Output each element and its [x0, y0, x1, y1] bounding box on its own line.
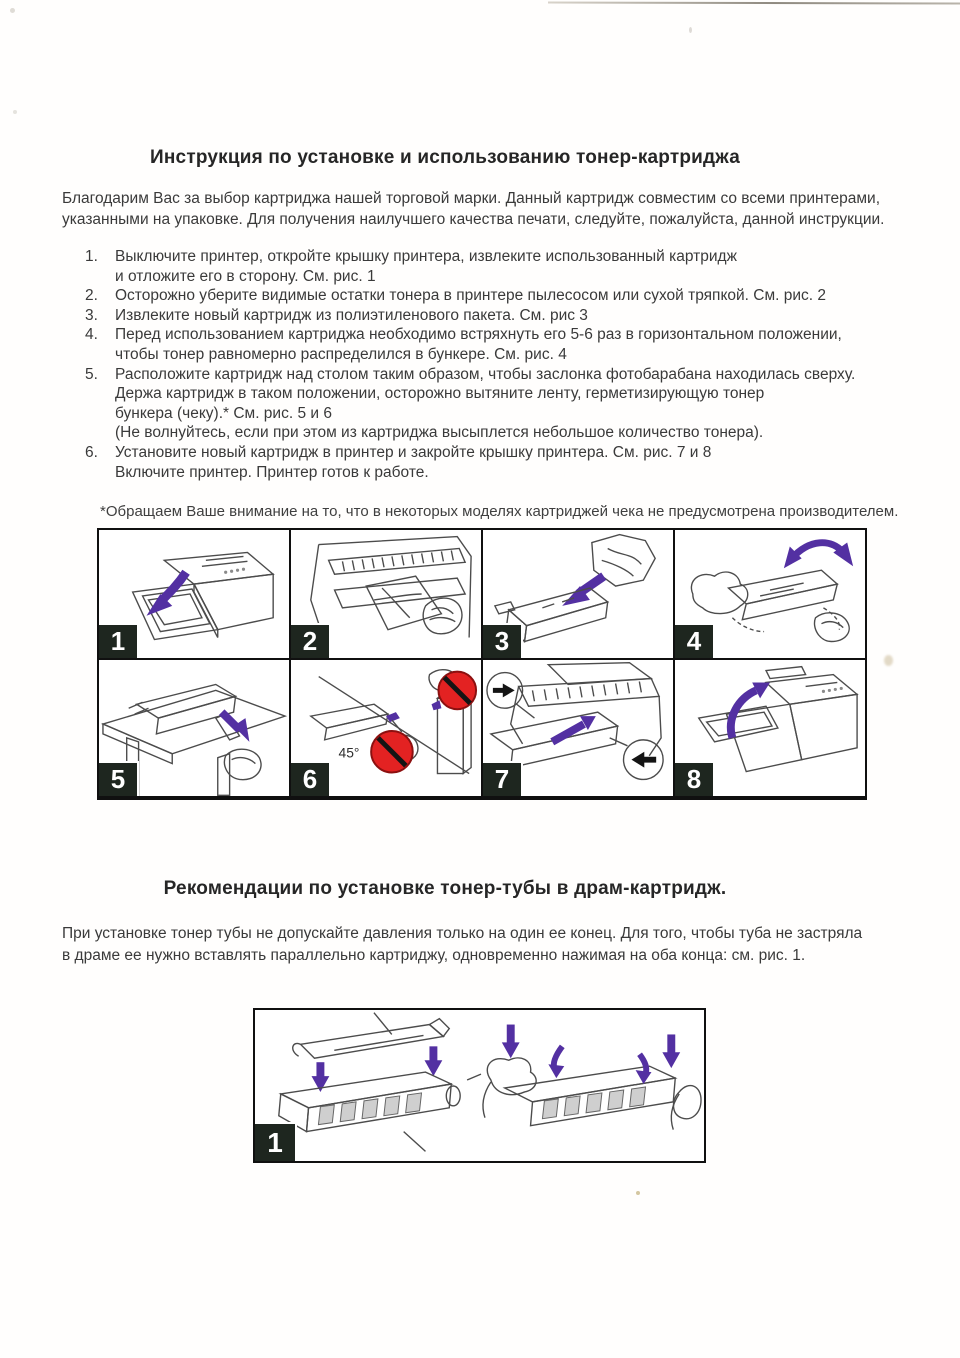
figure-number-badge: 6 [291, 761, 331, 796]
step-number: 1. [85, 248, 98, 265]
step-line: Включите принтер. Принтер готов к работе. [115, 463, 429, 481]
step-item-4 [85, 325, 855, 364]
step-line: чтобы тонер равномерно распределился в бункере. См. рис. 4 [115, 345, 567, 363]
figure-number-badge: 2 [291, 623, 331, 658]
figure-panel-1 [99, 530, 289, 658]
step-line: и отложите его в сторону. См. рис. 1 [115, 267, 376, 285]
scan-artifact-line [548, 1, 960, 4]
figure-panel-5 [99, 660, 289, 796]
step-item-1 [85, 247, 855, 286]
figure-number-badge: 1 [99, 623, 139, 658]
section2-heading: Рекомендации по установке тонер-тубы в драм-картридж. [163, 878, 727, 899]
step-number: 2. [85, 287, 98, 305]
step-number: 5. [85, 365, 98, 383]
step-line: Перед использованием картриджа необходимо встряхнуть его 5-6 раз в горизонтальном положении, [115, 326, 842, 344]
figure-panel-8 [675, 660, 865, 796]
figure-number-badge: 4 [675, 623, 715, 658]
step-item-6 [85, 443, 855, 482]
figure-panel-3 [483, 530, 673, 658]
figure-panel-7 [483, 660, 673, 796]
step-number: 6. [85, 443, 98, 461]
intro-line: указанными на упаковке. Для получения наилучшего качества печати, следуйте, пожалуйста, данной инструкции. [62, 211, 885, 228]
figure-panel-2 [291, 530, 481, 658]
step-line: Расположите картридж над столом таким образом, чтобы заслонка фотобарабана находилась сверху. [115, 365, 856, 383]
step-line: Осторожно уберите видимые остатки тонера в принтере пылесосом или сухой тряпкой. См. рис. 2 [115, 287, 827, 305]
figure-number-badge: 7 [483, 761, 523, 796]
step-line: (Не волнуйтесь, если при этом из картриджа высыплется небольшое количество тонера). [115, 424, 764, 442]
scan-smudge [884, 655, 893, 666]
figure-panel-6 [291, 660, 481, 796]
step-item-5 [85, 365, 855, 443]
step-line: Держа картридж в таком положении, осторожно вытяните ленту, герметизирующую тонер [115, 385, 765, 403]
intro-line: Благодарим Вас за выбор картриджа нашей торговой марки. Данный картридж совместим со всеми принтерами, [62, 190, 880, 207]
figure-number-badge: 3 [483, 623, 523, 658]
scan-speck [636, 1191, 640, 1195]
intro-paragraph [62, 188, 884, 230]
step-number: 4. [85, 326, 98, 344]
step-number: 3. [85, 306, 98, 324]
figure-drum-install [253, 1008, 706, 1163]
figure-number-badge: 8 [675, 761, 715, 796]
section2-paragraph [62, 923, 862, 967]
step-line: Выключите принтер, откройте крышку принтера, извлеките использованный картридж [115, 248, 737, 265]
scan-speck [689, 27, 692, 33]
figure-number-badge: 5 [99, 761, 139, 796]
toner-tube-install-illustration [255, 1010, 704, 1161]
step-line: Извлеките новый картридж из полиэтиленового пакета. См. рис 3 [115, 306, 588, 324]
section2-line: в драме ее нужно вставлять параллельно картриджу, одновременно нажимая на оба конца: см. рис. 1. [62, 947, 806, 964]
step-line: Установите новый картридж в принтер и закройте крышку принтера. См. рис. 7 и 8 [115, 443, 712, 461]
step-item-3 [85, 306, 855, 326]
figure-number-badge: 1 [255, 1122, 297, 1161]
step-item-2 [85, 286, 855, 306]
step-line: бункера (чеку).* См. рис. 5 и 6 [115, 404, 332, 422]
section2-line: При установке тонер тубы не допускайте давления только на один ее конец. Для того, чтобы туба не застряла [62, 925, 863, 942]
figure-panel-4 [675, 530, 865, 658]
page-title: Инструкция по установке и использованию тонер-картриджа [150, 147, 740, 168]
scan-speck [13, 110, 17, 114]
footnote: *Обращаем Ваше внимание на то, что в некоторых моделях картриджей чека не предусмотрена производителем. [100, 503, 899, 520]
steps-list [85, 247, 855, 482]
scan-speck [10, 8, 15, 13]
figure-grid [97, 528, 867, 800]
angle-label: 45° [338, 744, 360, 761]
